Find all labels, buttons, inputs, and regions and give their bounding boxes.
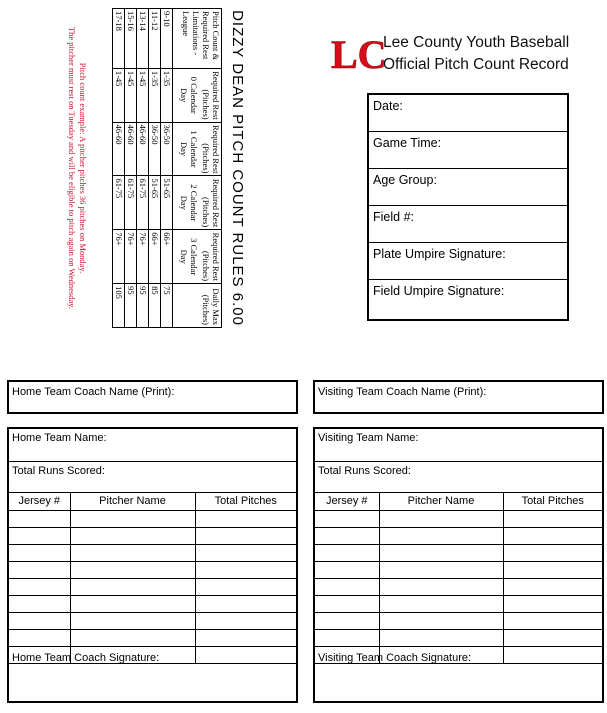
rules-header-day: 3 Calendar Day	[179, 238, 199, 276]
rules-header-rest-label: Required Rest (Pitches)	[201, 178, 221, 228]
rules-cell: 66+	[149, 230, 161, 284]
pitcher-name-cell[interactable]	[70, 510, 195, 527]
jersey-cell[interactable]	[9, 561, 70, 578]
visiting-team-name-field[interactable]: Visiting Team Name:	[315, 429, 602, 462]
rules-cell: 95	[125, 284, 137, 328]
jersey-cell[interactable]	[315, 561, 379, 578]
pitcher-name-cell[interactable]	[70, 595, 195, 612]
total-pitches-cell[interactable]	[195, 612, 296, 629]
rules-header-max: Daily Max (Pitches)	[173, 284, 222, 328]
pitcher-name-cell[interactable]	[70, 578, 195, 595]
rules-header-league: Pitch Count & Required Rest Limitations - League	[173, 9, 222, 69]
total-pitches-cell[interactable]	[503, 544, 602, 561]
rules-cell: 105	[113, 284, 125, 328]
plate-umpire-signature-field[interactable]: Plate Umpire Signature:	[369, 243, 567, 280]
pitcher-name-cell[interactable]	[379, 561, 503, 578]
pitcher-row[interactable]	[315, 561, 602, 578]
visiting-pitcher-header	[315, 493, 602, 510]
pitcher-name-cell[interactable]	[70, 561, 195, 578]
rules-cell: 1-35	[161, 68, 173, 122]
jersey-cell[interactable]	[315, 544, 379, 561]
home-coach-signature-field[interactable]: Home Team Coach Signature:	[12, 652, 160, 664]
jersey-cell[interactable]	[9, 629, 70, 646]
rules-header-rest-2	[173, 176, 222, 230]
game-time-field[interactable]: Game Time:	[369, 132, 567, 169]
pitcher-row[interactable]	[315, 510, 602, 527]
rules-title: DIZZY DEAN PITCH COUNT RULES 6.00	[229, 10, 246, 326]
total-pitches-cell[interactable]	[195, 561, 296, 578]
jersey-cell[interactable]	[315, 578, 379, 595]
pitch-count-rules	[0, 8, 250, 328]
rules-header-rest-3	[173, 230, 222, 284]
total-pitches-cell[interactable]	[195, 527, 296, 544]
total-pitches-cell[interactable]	[503, 595, 602, 612]
total-pitches-cell[interactable]	[195, 629, 296, 646]
home-runs-field[interactable]: Total Runs Scored:	[9, 462, 296, 493]
total-pitches-cell[interactable]	[503, 561, 602, 578]
rules-cell: 11-12	[149, 9, 161, 69]
pitcher-row[interactable]	[9, 612, 296, 629]
date-field[interactable]: Date:	[369, 95, 567, 132]
jersey-cell[interactable]	[315, 527, 379, 544]
rules-header-row	[173, 9, 222, 328]
jersey-cell[interactable]	[315, 510, 379, 527]
pitcher-name-cell[interactable]	[379, 510, 503, 527]
home-pitcher-table	[9, 493, 296, 664]
rules-cell: 61-75	[113, 176, 125, 230]
rules-cell: 1-45	[125, 68, 137, 122]
rules-cell: 61-75	[125, 176, 137, 230]
rules-cell: 36-50	[161, 122, 173, 176]
rules-header-rest-0	[173, 68, 222, 122]
visiting-coach-name-field[interactable]: Visiting Team Coach Name (Print):	[313, 380, 604, 414]
visiting-pitcher-table	[315, 493, 602, 664]
pitcher-row[interactable]	[9, 527, 296, 544]
rules-header-rest-label: Required Rest (Pitches)	[201, 125, 221, 174]
visiting-team-panel	[313, 427, 604, 703]
pitcher-row[interactable]	[9, 629, 296, 646]
age-group-field[interactable]: Age Group:	[369, 169, 567, 206]
pitcher-row[interactable]	[315, 629, 602, 646]
jersey-cell[interactable]	[9, 578, 70, 595]
game-info-box	[367, 93, 569, 321]
record-title: Official Pitch Count Record	[383, 56, 569, 73]
rules-cell: 46-60	[113, 122, 125, 176]
pitcher-name-cell[interactable]	[379, 544, 503, 561]
visiting-coach-signature-field[interactable]: Visiting Team Coach Signature:	[318, 652, 472, 664]
pitcher-name-cell[interactable]	[70, 544, 195, 561]
rules-cell: 46-60	[137, 122, 149, 176]
pitcher-row[interactable]	[9, 595, 296, 612]
pitcher-row[interactable]	[9, 544, 296, 561]
pitcher-row[interactable]	[315, 595, 602, 612]
pitcher-name-column-header: Pitcher Name	[379, 493, 503, 510]
rules-header-day: 2 Calendar Day	[179, 184, 199, 222]
rules-header-rest-1	[173, 122, 222, 176]
pitcher-name-cell[interactable]	[70, 527, 195, 544]
rules-row	[125, 9, 137, 328]
jersey-cell[interactable]	[9, 544, 70, 561]
rules-row	[149, 9, 161, 328]
rules-cell: 75	[161, 284, 173, 328]
pitcher-name-cell[interactable]	[70, 629, 195, 646]
home-coach-name-field[interactable]: Home Team Coach Name (Print):	[7, 380, 298, 414]
pitcher-row[interactable]	[9, 510, 296, 527]
jersey-column-header: Jersey #	[9, 493, 70, 510]
league-name: Lee County Youth Baseball	[383, 34, 570, 51]
total-pitches-cell[interactable]	[195, 510, 296, 527]
total-pitches-cell[interactable]	[195, 544, 296, 561]
jersey-cell[interactable]	[9, 612, 70, 629]
rules-header-day: 1 Calendar Day	[179, 130, 199, 168]
rules-row	[161, 9, 173, 328]
jersey-cell[interactable]	[315, 629, 379, 646]
pitcher-name-cell[interactable]	[379, 629, 503, 646]
rules-header-day: 0 Calendar Day	[179, 76, 199, 114]
jersey-cell[interactable]	[9, 527, 70, 544]
rules-header-rest-label: Required Rest (Pitches)	[201, 71, 221, 120]
rules-cell: 51-65	[149, 176, 161, 230]
home-team-panel	[7, 427, 298, 703]
rules-row	[113, 9, 125, 328]
pitcher-row[interactable]	[9, 561, 296, 578]
rules-cell: 61-75	[137, 176, 149, 230]
rules-cell: 76+	[137, 230, 149, 284]
total-pitches-cell[interactable]	[503, 646, 602, 663]
total-pitches-cell[interactable]	[503, 510, 602, 527]
rules-table	[112, 8, 222, 328]
total-pitches-cell[interactable]	[195, 595, 296, 612]
rules-note	[66, 8, 88, 328]
rules-header-rest-label: Required Rest (Pitches)	[201, 232, 221, 282]
total-pitches-cell[interactable]	[195, 578, 296, 595]
rules-cell: 85	[149, 284, 161, 328]
pitcher-name-cell[interactable]	[379, 612, 503, 629]
rules-cell: 95	[137, 284, 149, 328]
pitcher-name-cell[interactable]	[379, 527, 503, 544]
rules-cell: 9-10	[161, 9, 173, 69]
rules-cell: 1-35	[149, 68, 161, 122]
home-pitcher-header	[9, 493, 296, 510]
pitcher-row[interactable]	[315, 527, 602, 544]
rules-cell: 15-16	[125, 9, 137, 69]
total-pitches-column-header: Total Pitches	[503, 493, 602, 510]
rules-cell: 36-50	[149, 122, 161, 176]
pitcher-name-cell[interactable]	[379, 578, 503, 595]
rules-cell: 51-65	[161, 176, 173, 230]
rules-cell: 17-18	[113, 9, 125, 69]
rules-cell: 13-14	[137, 9, 149, 69]
rules-row	[137, 9, 149, 328]
total-pitches-cell[interactable]	[503, 612, 602, 629]
logo-letters: LC	[331, 32, 387, 77]
jersey-cell[interactable]	[9, 510, 70, 527]
rules-note-line: Pitch count example: A pitcher pitches 36 pitches on Monday.	[78, 62, 88, 274]
rules-cell: 76+	[113, 230, 125, 284]
total-pitches-cell[interactable]	[195, 646, 296, 663]
home-team-name-field[interactable]: Home Team Name:	[9, 429, 296, 462]
rules-cell: 66+	[161, 230, 173, 284]
pitcher-row[interactable]	[9, 578, 296, 595]
total-pitches-cell[interactable]	[503, 578, 602, 595]
pitcher-row[interactable]	[315, 544, 602, 561]
jersey-cell[interactable]	[315, 612, 379, 629]
field-number-field[interactable]: Field #:	[369, 206, 567, 243]
rules-note-line: The pitcher must rest on Tuesday and will be eligible to pitch again on Wednesday.	[67, 26, 77, 310]
jersey-column-header: Jersey #	[315, 493, 379, 510]
total-pitches-cell[interactable]	[503, 629, 602, 646]
pitcher-name-cell[interactable]	[70, 612, 195, 629]
jersey-cell[interactable]	[315, 595, 379, 612]
visiting-runs-field[interactable]: Total Runs Scored:	[315, 462, 602, 493]
field-umpire-signature-field[interactable]: Field Umpire Signature:	[373, 284, 505, 298]
jersey-cell[interactable]	[9, 595, 70, 612]
pitcher-row[interactable]	[315, 578, 602, 595]
rules-cell: 76+	[125, 230, 137, 284]
total-pitches-column-header: Total Pitches	[195, 493, 296, 510]
pitcher-name-column-header: Pitcher Name	[70, 493, 195, 510]
league-logo	[330, 30, 387, 77]
pitcher-name-cell[interactable]	[379, 595, 503, 612]
pitcher-row[interactable]	[315, 612, 602, 629]
rules-cell: 46-60	[125, 122, 137, 176]
rules-cell: 1-45	[113, 68, 125, 122]
rules-cell: 1-45	[137, 68, 149, 122]
total-pitches-cell[interactable]	[503, 527, 602, 544]
